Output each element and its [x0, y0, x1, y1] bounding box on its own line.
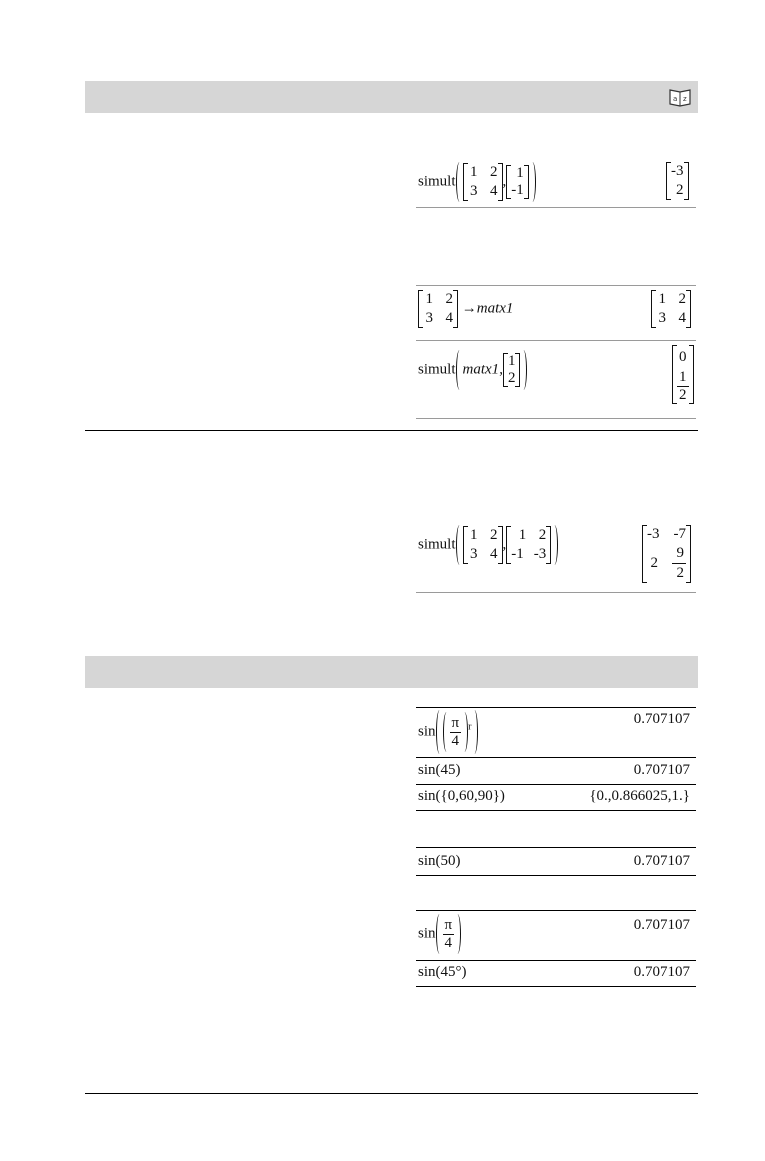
- sin-example-4-expression: sin(50): [418, 853, 461, 869]
- simult-example-2-result: 0 $\frac{1}{2}$: [672, 345, 694, 404]
- sin-example-3-expression: sin({0,60,90}): [418, 788, 505, 804]
- simult-example-1-result: -3 2: [666, 162, 689, 200]
- sin-example-1-result: 0.707107: [633, 711, 690, 727]
- divider: [416, 285, 696, 286]
- sin-section-header-bar: [85, 656, 698, 688]
- divider: [416, 875, 696, 876]
- sin-example-5-expression: sin $\frac{\pi}{4}$: [418, 914, 461, 954]
- simult-example-2-expression: simult matx1, 1 2: [418, 350, 527, 390]
- divider: [416, 810, 696, 811]
- divider: [416, 707, 696, 708]
- divider: [416, 847, 696, 848]
- sin-example-4-result: 0.707107: [633, 853, 690, 869]
- svg-text:z: z: [683, 95, 687, 103]
- sin-example-2-result: 0.707107: [633, 762, 690, 778]
- sin-example-6-result: 0.707107: [633, 964, 690, 980]
- divider: [416, 986, 696, 987]
- divider: [416, 207, 696, 208]
- simult-example-1-expression: simult 1 2 3 4 , 1 -1: [418, 162, 536, 202]
- divider: [416, 418, 696, 419]
- matrix-a: 1 2 3 4: [463, 163, 503, 201]
- divider: [416, 757, 696, 758]
- divider: [416, 592, 696, 593]
- section-separator: [85, 430, 698, 431]
- sin-example-3-result: {0.,0.866025,1.}: [589, 788, 690, 804]
- simult-example-3-result: -3 -7 2 $\frac{9}{2}$: [642, 525, 691, 583]
- sin-example-6-expression: sin(45°): [418, 964, 467, 980]
- vector-b: 1 -1: [506, 165, 529, 199]
- divider: [416, 784, 696, 785]
- divider: [416, 910, 696, 911]
- divider: [416, 340, 696, 341]
- book-icon: [668, 87, 692, 107]
- sin-example-2-expression: sin(45): [418, 762, 461, 778]
- simult-example-3-expression: simult 1 2 3 4 , 1 2 -1 -3: [418, 525, 558, 565]
- sin-example-1-expression: sin $\frac{\pi}{4}$ $^r$: [418, 710, 478, 754]
- sin-example-5-result: 0.707107: [633, 917, 690, 933]
- store-matrix-expression: 1 2 3 4 →matx1: [418, 290, 513, 328]
- store-matrix-result: 1 2 3 4: [651, 290, 691, 328]
- page-bottom-rule: [85, 1093, 698, 1094]
- section-header-bar: [85, 81, 698, 113]
- divider: [416, 960, 696, 961]
- svg-text:a: a: [673, 95, 678, 103]
